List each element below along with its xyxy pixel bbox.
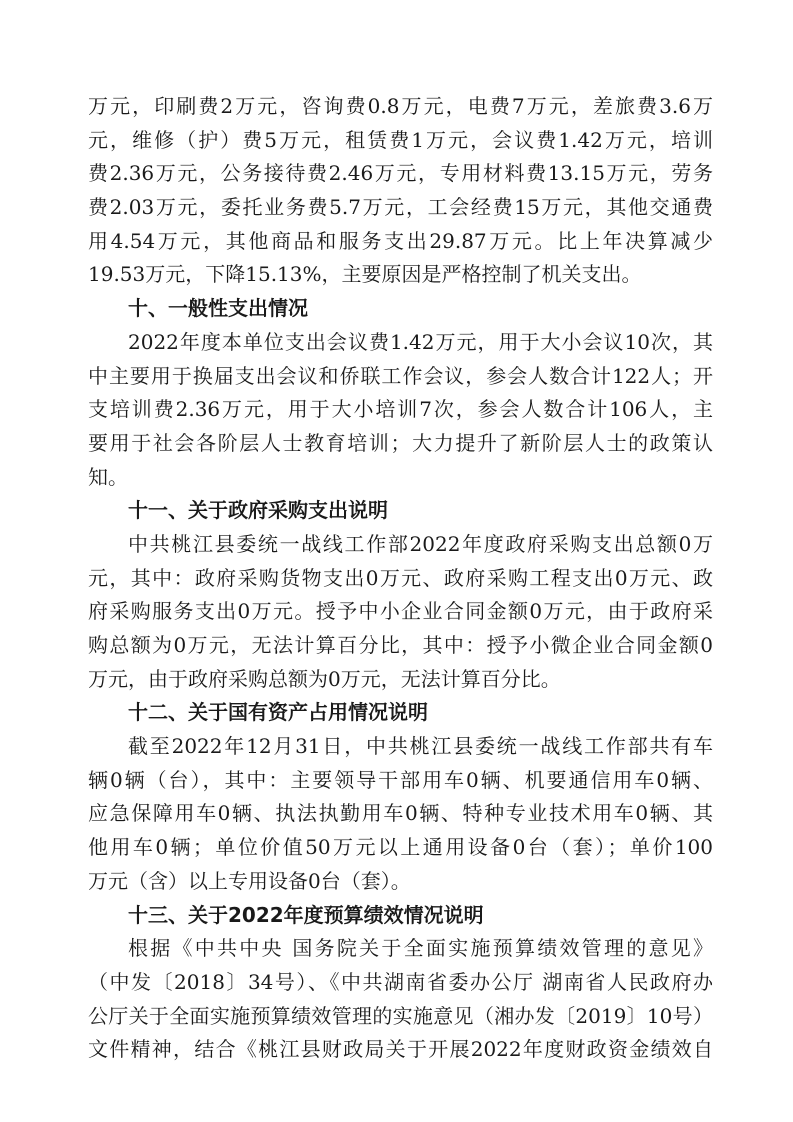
paragraph [88,528,713,696]
text-line: 截至2022年12月31日，中共桃江县委统一战线工作部共有车 [128,734,713,759]
text-line: 万元，印刷费2万元，咨询费0.8万元，电费7万元，差旅费3.6万 [88,94,713,118]
document-page [88,90,713,1067]
text-line: 万元（含）以上专用设备0台（套）。 [88,868,411,893]
text-line: 公厅关于全面实施预算绩效管理的实施意见（湘办发〔2019〕10号） [88,1003,713,1028]
text-line: 知。 [88,464,128,489]
text-line: 购总额为0万元，无法计算百分比，其中：授予小微企业合同金额0 [88,633,713,657]
text-line: 元，其中：政府采购货物支出0万元、政府采购工程支出0万元、政 [88,565,713,590]
text-line: 中主要用于换届支出会议和侨联工作会议，参会人数合计122人；开 [88,363,713,388]
section-heading: 十三、关于2022年度预算绩效情况说明 [128,902,484,927]
text-line: 文件精神，结合《桃江县财政局关于开展2022年度财政资金绩效自 [88,1037,713,1062]
paragraph [88,730,713,898]
section-heading: 十一、关于政府采购支出说明 [128,498,388,523]
text-line: 费2.36万元，公务接待费2.46万元，专用材料费13.15万元，劳务 [88,161,713,186]
text-line: 府采购服务支出0万元。授予中小企业合同金额0万元，由于政府采 [88,599,713,624]
text-line: 19.53万元，下降15.13%，主要原因是严格控制了机关支出。 [88,262,642,287]
paragraph [88,326,713,494]
text-line: 中共桃江县委统一战线工作部2022年度政府采购支出总额0万 [128,531,713,556]
text-line: 他用车0辆；单位价值50万元以上通用设备0台（套）；单价100 [88,835,713,860]
text-line: 用4.54万元，其他商品和服务支出29.87万元。比上年决算减少 [88,228,713,253]
text-line: 元，维修（护）费5万元，租赁费1万元，会议费1.42万元，培训 [88,127,713,152]
text-line: 辆0辆（台），其中：主要领导干部用车0辆、机要通信用车0辆、 [88,767,713,792]
text-line: 应急保障用车0辆、执法执勤用车0辆、特种专业技术用车0辆、其 [88,801,713,826]
section-heading: 十二、关于国有资产占用情况说明 [128,700,428,725]
text-line: 根据《中共中央 国务院关于全面实施预算绩效管理的意见》 [128,936,713,961]
text-line: （中发〔2018〕34号）、《中共湖南省委办公厅 湖南省人民政府办 [88,969,713,994]
paragraph [88,90,713,292]
text-line: 支培训费2.36万元，用于大小培训7次，参会人数合计106人，主 [88,397,713,422]
text-line: 要用于社会各阶层人士教育培训；大力提升了新阶层人士的政策认 [88,430,713,455]
text-line: 万元，由于政府采购总额为0万元，无法计算百分比。 [88,666,561,691]
text-line: 费2.03万元，委托业务费5.7万元，工会经费15万元，其他交通费 [88,195,713,220]
paragraph [88,932,713,1067]
text-line: 2022年度本单位支出会议费1.42万元，用于大小会议10次，其 [128,329,713,354]
section-heading: 十、一般性支出情况 [128,296,308,321]
